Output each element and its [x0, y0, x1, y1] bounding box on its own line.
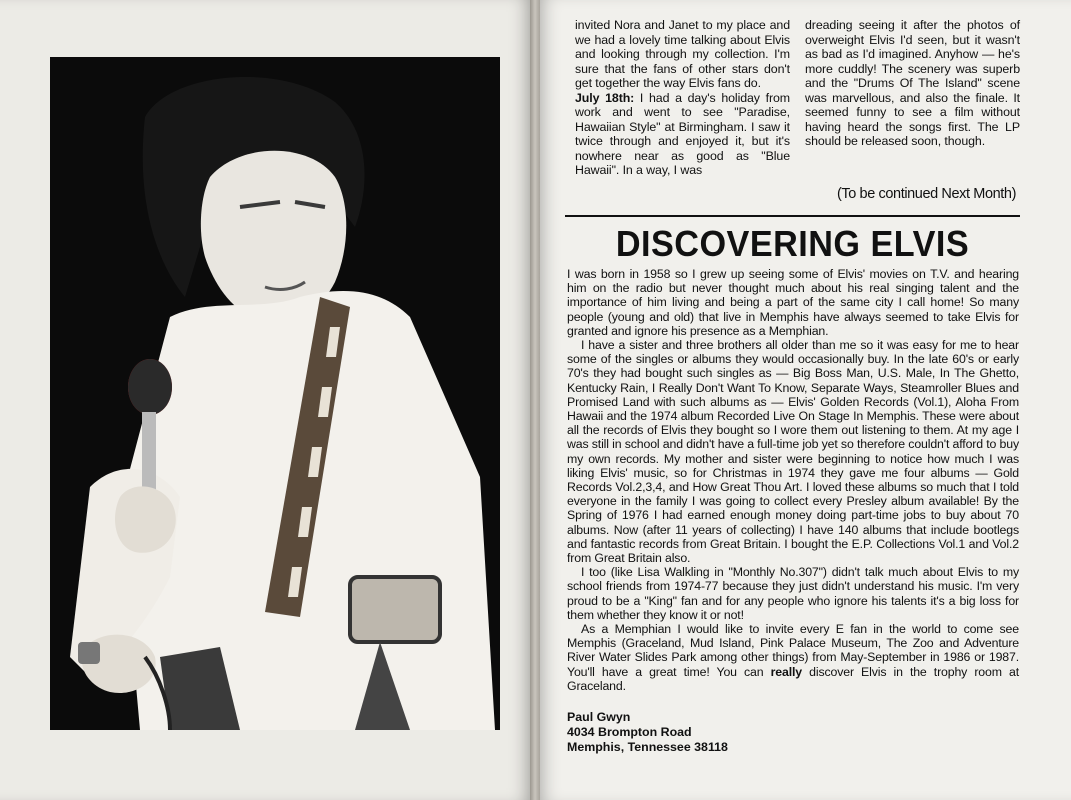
- article-paragraph: [567, 622, 1019, 693]
- continuation-paragraph-dated: [575, 91, 790, 178]
- article-paragraph: I have a sister and three brothers all older than me so it was easy for me to hear some of the singles or albums they would occasionally buy. In the late 60's or early 70's they had bought such singles as — Big Boss Man, U.S. Male, In The Ghetto, Kentucky Rain, I Really Don't Want To Know, Separate Ways, Steamroller Blues and Promised Land with such albums as — Elvis' Golden Records (Vol.1), Aloha From Hawaii and the 1974 album Recorded Live On Stage In Memphis. These were about all the records of Elvis they bought so I wore them out listening to them. At my age I was still in school and didn't have a full-time job yet so therefore couldn't afford to buy my own records. My mother and sister were beginning to notice how much I was liking Elvis' music, so for Christmas in 1974 they gave me four albums — Gold Records Vol.2,3,4, and How Great Thou Art. I loved these albums so much that I told everyone in the family I was going to collect every Presley album available! By the Spring of 1976 I had earned enough money doing part-time jobs to buy about 70 albums. Now (after 11 years of collecting) I have 140 albums that include bootlegs and fantastic records from Great Britain. I bought the E.P. Collections Vol.1 and Vol.2 from Great Britain also.: [567, 338, 1019, 566]
- author-signature: [567, 710, 867, 755]
- page-gutter: [530, 0, 540, 800]
- continuation-paragraph: dreading seeing it after the photos of overweight Elvis I'd seen, but it wasn't as bad as I'd imagined. Anyhow — he's more cuddly! The scenery was superb and the "Drums Of The Island" scene was marvellous, and also the finale. It seemed funny to see a film without having heard the songs first. The LP should be released soon, though.: [805, 18, 1020, 148]
- emphasis-text: really: [770, 664, 802, 679]
- continuation-paragraph: invited Nora and Janet to my place and we had a lovely time talking about Elvis and looking through my collection. I'm sure that the fans of other stars don't get together the way Elvis fans do.: [575, 18, 790, 90]
- article-paragraph: I was born in 1958 so I grew up seeing some of Elvis' movies on T.V. and hearing him on the radio but never thought much about his real singing talent and the importance of him living and being a part of the same city I call home! So many people (young and old) that live in Memphis have always seemed to take Elvis for granted and ignore his presence as a Memphian.: [567, 267, 1019, 338]
- author-name: Paul Gwyn: [567, 710, 631, 724]
- author-street: 4034 Brompton Road: [567, 725, 692, 739]
- article-text: As a Memphian I would like to invite every E fan in the world to come see Memphis (Graceland, Mud Island, Pink Palace Museum, The Zoo and Adventure River Water Slides Park among other things) from May-September in 1986 or 1987. You'll have a great time! You can: [567, 622, 1019, 679]
- continuation-column-left: [575, 18, 790, 178]
- author-city: Memphis, Tennessee 38118: [567, 740, 728, 754]
- article-headline: DISCOVERING ELVIS: [615, 223, 970, 264]
- article-paragraph: I too (like Lisa Walkling in "Monthly No.307") didn't talk much about Elvis to my school friends from 1974-77 because they just didn't understand his music. I'm very proud to be a "King" fan and for any people who ignore his talents it's a big loss for them whether they know it or not!: [567, 565, 1019, 622]
- continued-note: (To be continued Next Month): [836, 186, 1016, 202]
- diary-date: July 18th:: [575, 90, 635, 105]
- elvis-on-stage-photo: [50, 57, 500, 730]
- diary-entry-text: I had a day's holiday from work and went to see "Paradise, Hawaiian Style" at Birmingham. I saw it twice through and enjoyed it, but it's nowhere near as good as "Blue Hawaii". In a way, I was: [575, 90, 790, 177]
- continuation-column-right: [805, 18, 1020, 149]
- article-body: [567, 267, 1019, 693]
- photo-illustration: [50, 57, 500, 730]
- article-text: discover Elvis in the trophy room at Graceland.: [567, 664, 1019, 693]
- section-divider: [565, 215, 1020, 217]
